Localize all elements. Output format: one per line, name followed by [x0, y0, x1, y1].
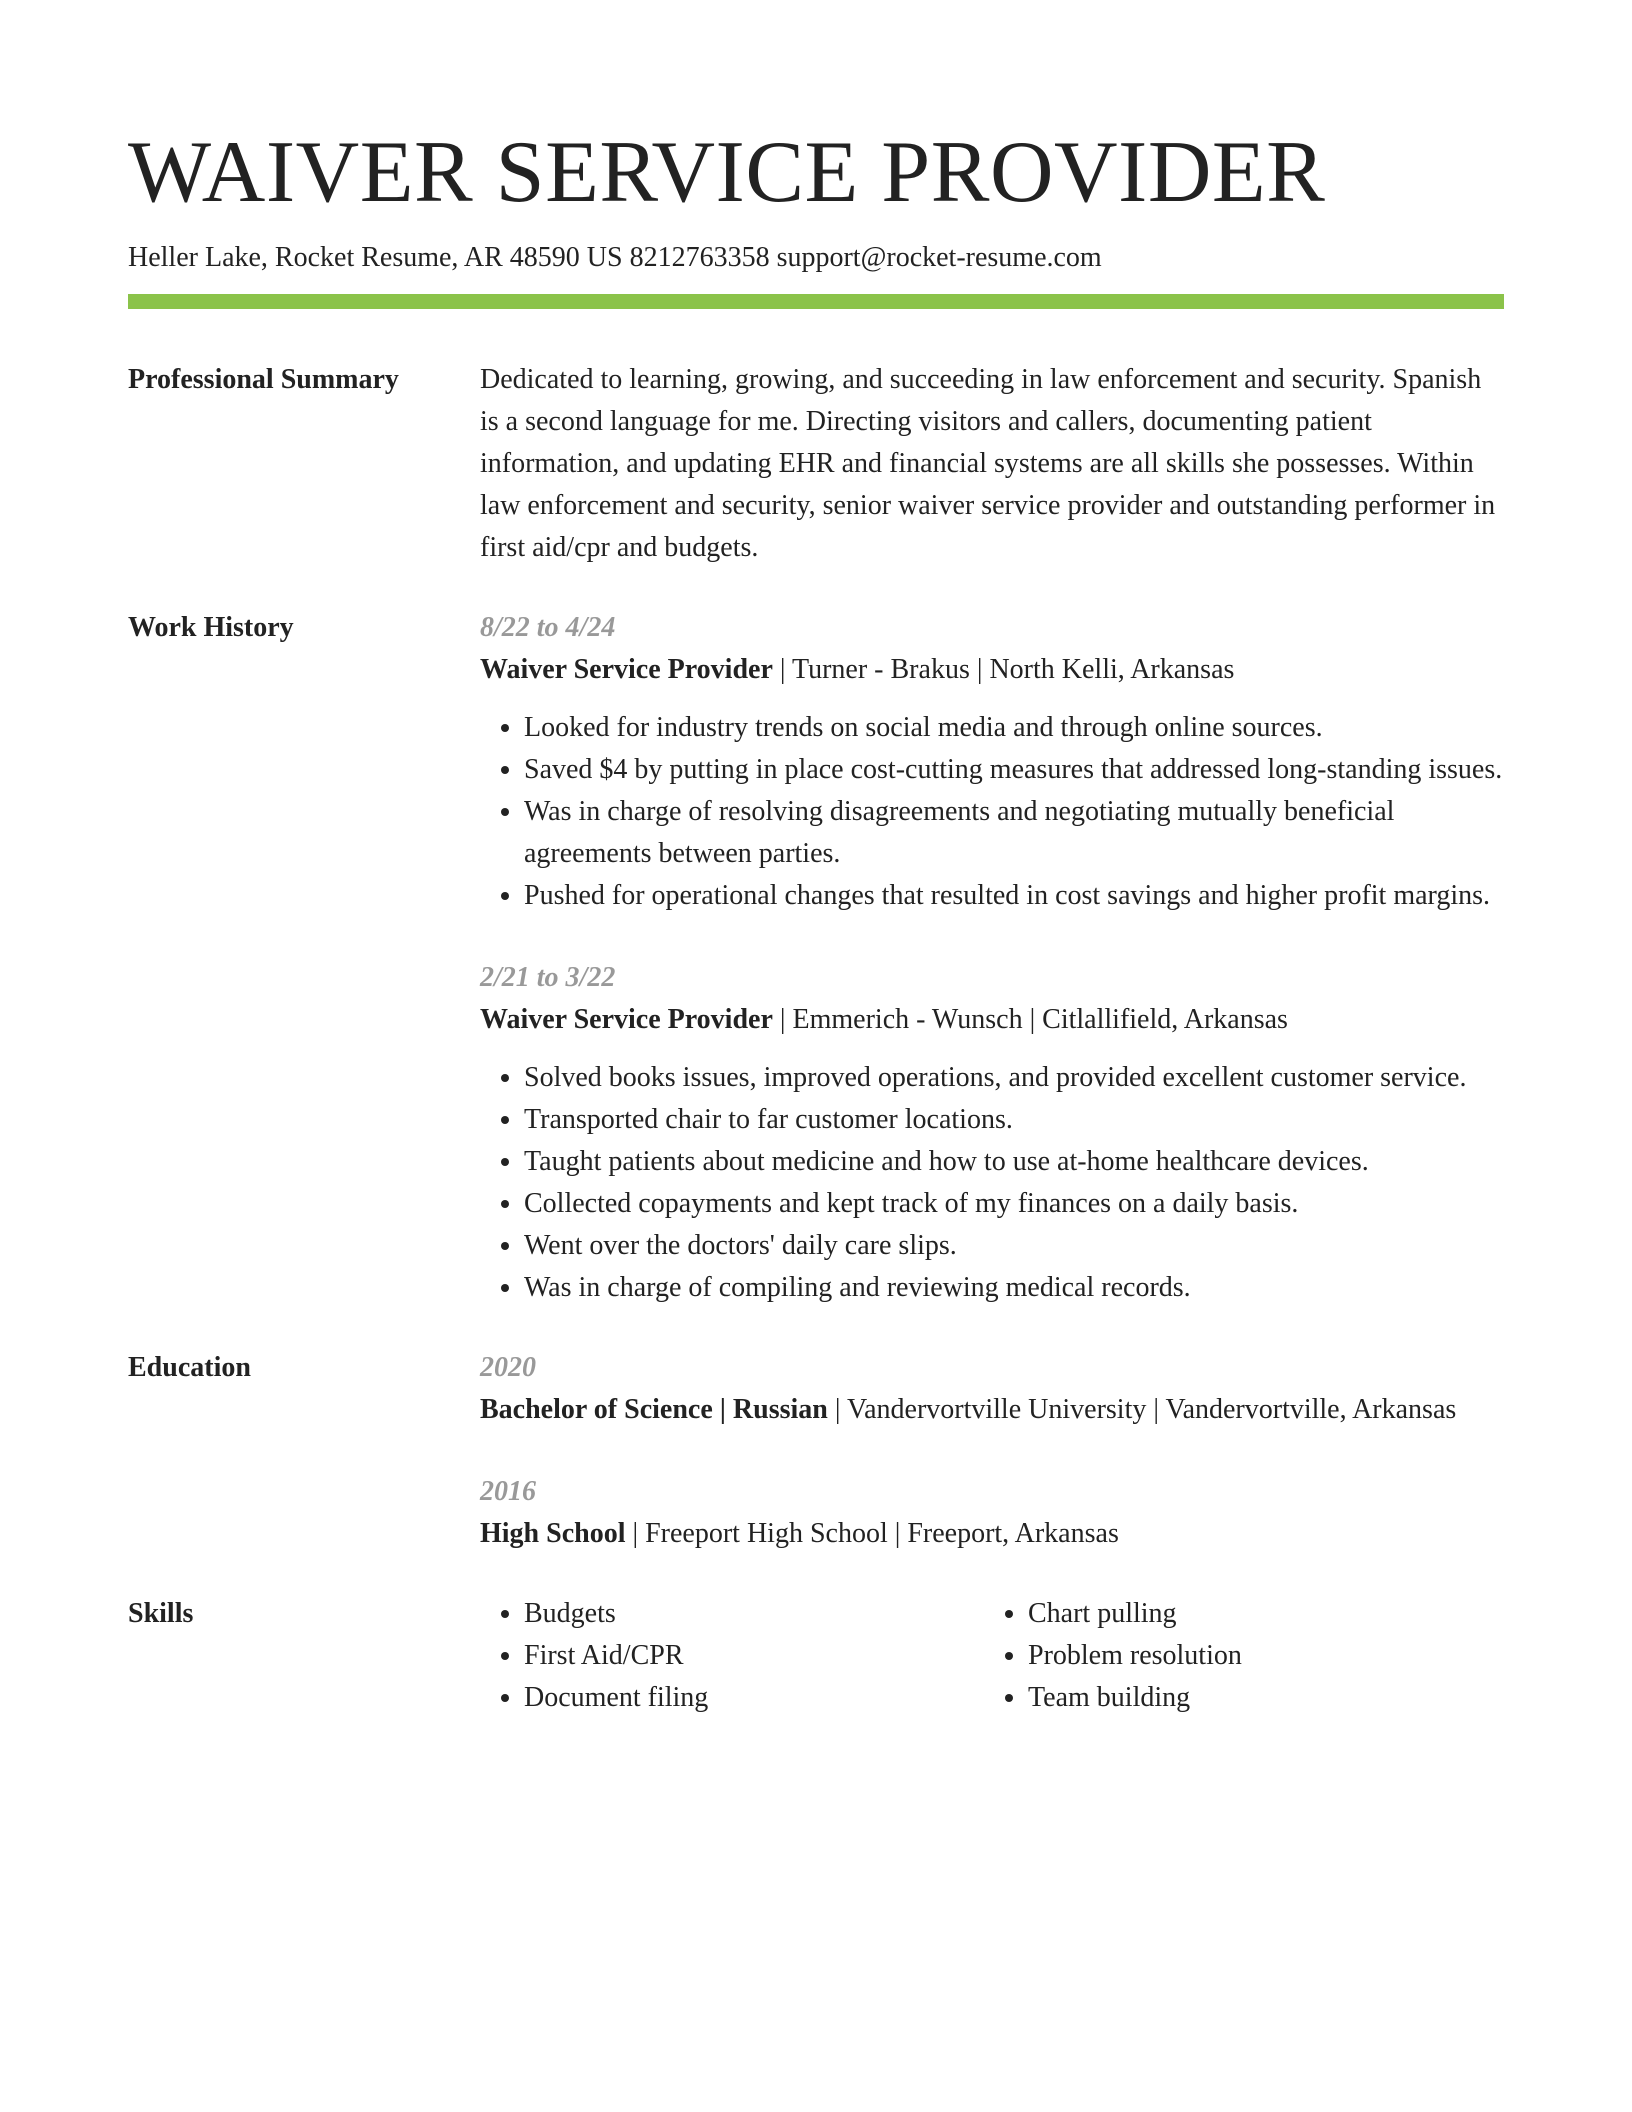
job-title-line	[480, 999, 1504, 1041]
education-date: 2016	[480, 1476, 536, 1507]
job-bullet: • Pushed for operational changes that resulted in cost savings and higher profit margins.	[524, 875, 1504, 917]
education-section	[128, 1347, 1504, 1555]
education-details: | Freeport High School | Freeport, Arkansas	[625, 1518, 1119, 1549]
job-bullet: • Was in charge of resolving disagreements and negotiating mutually beneficial agreements between parties.	[524, 791, 1504, 875]
contact-line: Heller Lake, Rocket Resume, AR 48590 US 8212763358 support@rocket-resume.com	[128, 242, 1102, 273]
education-date: 2020	[480, 1352, 536, 1383]
job-bullet: • Taught patients about medicine and how to use at-home healthcare devices.	[524, 1141, 1504, 1183]
skills-columns	[480, 1593, 1504, 1719]
job-details: | Turner - Brakus | North Kelli, Arkansas	[772, 654, 1235, 685]
skill-item: • Problem resolution	[1028, 1635, 1488, 1677]
job-title: Waiver Service Provider	[480, 1004, 773, 1035]
work-history-section	[128, 607, 1504, 1309]
job-bullet: • Solved books issues, improved operations, and provided excellent customer service.	[524, 1057, 1504, 1099]
job-bullet: • Looked for industry trends on social media and through online sources.	[524, 707, 1504, 749]
job-entry	[480, 607, 1504, 917]
job-bullet: • Transported chair to far customer locations.	[524, 1099, 1504, 1141]
skill-item: • First Aid/CPR	[524, 1635, 984, 1677]
skills-section	[128, 1593, 1504, 1719]
skills-list-right	[984, 1593, 1488, 1719]
job-entry	[480, 957, 1504, 1309]
job-title-line	[480, 649, 1504, 691]
education-title-line	[480, 1513, 1504, 1555]
job-bullet: • Collected copayments and kept track of my finances on a daily basis.	[524, 1183, 1504, 1225]
job-title: Waiver Service Provider	[480, 654, 773, 685]
work-history-label: Work History	[128, 612, 294, 643]
job-bullet-list	[480, 1057, 1504, 1309]
job-bullet-list	[480, 707, 1504, 917]
job-bullet: • Was in charge of compiling and reviewing medical records.	[524, 1267, 1504, 1309]
skill-item: • Budgets	[524, 1593, 984, 1635]
job-details: | Emmerich - Wunsch | Citlallifield, Arkansas	[772, 1004, 1288, 1035]
job-date: 2/21 to 3/22	[480, 962, 616, 993]
summary-label: Professional Summary	[128, 364, 399, 395]
job-bullet: • Went over the doctors' daily care slips.	[524, 1225, 1504, 1267]
job-bullet: • Saved $4 by putting in place cost-cutting measures that addressed long-standing issues.	[524, 749, 1504, 791]
education-entry	[480, 1347, 1504, 1431]
skill-item: • Team building	[1028, 1677, 1488, 1719]
summary-text: Dedicated to learning, growing, and succeeding in law enforcement and security. Spanish is a second language for me. Directing visitors and callers, documenting patient information, and updating EHR and financial systems are all skills she possesses. Within law enforcement and security, senior waiver service provider and outstanding performer in first aid/cpr and budgets.	[480, 364, 1496, 563]
skill-item: • Chart pulling	[1028, 1593, 1488, 1635]
education-title-line	[480, 1389, 1504, 1431]
skills-label: Skills	[128, 1598, 194, 1629]
resume-name-heading: WAIVER SERVICE PROVIDER	[128, 124, 1326, 221]
skill-item: • Document filing	[524, 1677, 984, 1719]
skills-list-left	[480, 1593, 984, 1719]
education-degree: High School	[480, 1518, 626, 1549]
job-date: 8/22 to 4/24	[480, 612, 616, 643]
education-entry	[480, 1471, 1504, 1555]
education-label: Education	[128, 1352, 251, 1383]
summary-section	[128, 359, 1504, 569]
education-details: | Vandervortville University | Vandervortville, Arkansas	[827, 1394, 1457, 1425]
header-accent-rule	[128, 294, 1504, 309]
education-degree: Bachelor of Science | Russian	[480, 1394, 828, 1425]
